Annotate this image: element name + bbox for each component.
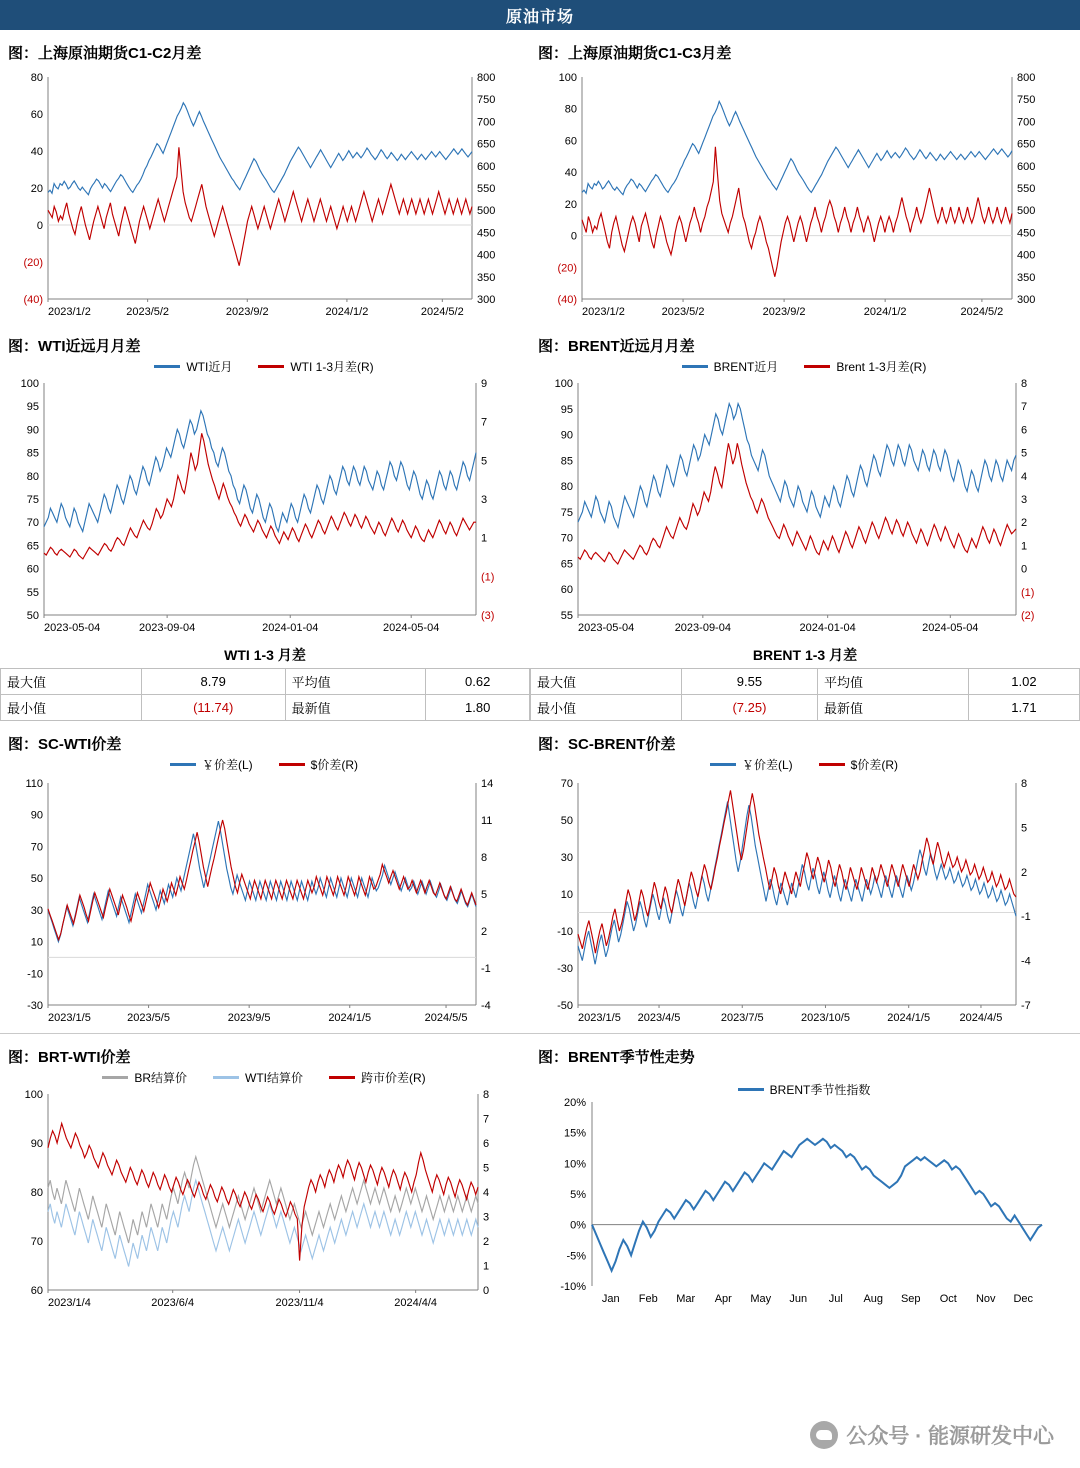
svg-text:65: 65 (560, 558, 573, 571)
svg-text:2: 2 (1021, 517, 1028, 530)
svg-text:20: 20 (30, 183, 43, 195)
svg-text:60: 60 (30, 109, 43, 121)
svg-text:30: 30 (30, 904, 43, 917)
wechat-icon (810, 1421, 838, 1449)
stats-value: 1.71 (968, 695, 1079, 721)
svg-text:350: 350 (477, 271, 496, 284)
table-row (1, 669, 530, 695)
table-row (531, 669, 1080, 695)
svg-text:2024/1/2: 2024/1/2 (325, 306, 369, 318)
svg-text:2024-01-04: 2024-01-04 (262, 622, 319, 634)
svg-text:550: 550 (477, 183, 496, 195)
svg-text:110: 110 (25, 778, 43, 790)
svg-text:100: 100 (24, 1089, 43, 1101)
svg-text:50: 50 (30, 873, 43, 886)
banner-title: 原油市场 (505, 8, 574, 26)
svg-text:650: 650 (477, 138, 496, 151)
stats-label: 最小值 (1, 695, 142, 721)
svg-text:2023-09-04: 2023-09-04 (674, 622, 731, 634)
svg-text:2023/1/2: 2023/1/2 (582, 306, 625, 318)
svg-text:Jul: Jul (828, 1293, 843, 1305)
svg-text:2023/9/5: 2023/9/5 (227, 1012, 271, 1024)
svg-text:-10%: -10% (560, 1281, 586, 1293)
svg-text:600: 600 (1017, 160, 1036, 173)
legend-swatch (170, 763, 196, 766)
svg-text:0: 0 (1021, 563, 1028, 576)
chart-brent-seasonal (536, 1094, 1072, 1312)
svg-text:8: 8 (481, 852, 488, 864)
svg-text:70: 70 (26, 517, 39, 530)
chart-sc-c1c2-svg (6, 65, 516, 323)
svg-text:70: 70 (30, 841, 43, 854)
chart-brent-spread-svg (536, 371, 1056, 639)
legend-swatch (154, 365, 180, 368)
panel-brent-seasonal (530, 1034, 1080, 1314)
watermark-text: 公众号 · 能源研发中心 (846, 1425, 1054, 1448)
svg-text:2024/1/5: 2024/1/5 (328, 1012, 372, 1024)
svg-text:2023-05-04: 2023-05-04 (44, 622, 101, 634)
table-row (1, 695, 530, 721)
chart-title-brent-spread: 图：BRENT近远月月差 (538, 338, 695, 355)
chart-title-sc-c1c3: 图：上海原油期货C1-C3月差 (538, 45, 732, 62)
svg-text:300: 300 (1017, 294, 1036, 306)
svg-text:May: May (750, 1293, 772, 1305)
legend-swatch (213, 1076, 239, 1079)
svg-text:(2): (2) (1021, 610, 1035, 622)
svg-text:800: 800 (477, 72, 496, 84)
svg-text:-50: -50 (557, 1000, 573, 1012)
svg-text:0: 0 (483, 1285, 490, 1297)
svg-text:14: 14 (481, 778, 494, 790)
svg-text:5: 5 (483, 1162, 490, 1175)
svg-text:700: 700 (1017, 116, 1036, 129)
svg-text:-4: -4 (1021, 955, 1031, 968)
chart-wti-spread-svg (6, 371, 516, 639)
legend-label: $价差(R) (310, 758, 358, 772)
chart-sc-c1c3-svg (536, 65, 1056, 323)
svg-text:3: 3 (481, 494, 488, 506)
svg-text:-5%: -5% (566, 1250, 586, 1263)
stats-label: 最大值 (531, 669, 682, 695)
svg-text:2024-05-04: 2024-05-04 (922, 622, 979, 634)
svg-text:2024/5/5: 2024/5/5 (424, 1012, 468, 1024)
svg-text:2023/1/4: 2023/1/4 (48, 1297, 91, 1309)
svg-text:7: 7 (481, 416, 488, 429)
svg-text:700: 700 (477, 116, 496, 129)
chart-sc-c1c2 (6, 65, 522, 323)
chart-brt-wti-svg (6, 1082, 516, 1314)
svg-text:60: 60 (560, 584, 573, 597)
svg-text:Mar: Mar (676, 1293, 696, 1305)
row-brt-seasonal (0, 1034, 1080, 1314)
svg-text:650: 650 (1017, 138, 1036, 151)
panel-sc-c1c2 (0, 30, 530, 323)
legend-label: $价差(R) (850, 758, 898, 772)
svg-text:500: 500 (477, 205, 496, 218)
svg-text:75: 75 (560, 506, 573, 519)
svg-text:-4: -4 (481, 1000, 491, 1012)
svg-text:Apr: Apr (714, 1293, 732, 1305)
svg-text:20%: 20% (563, 1097, 586, 1109)
svg-text:Dec: Dec (1013, 1293, 1034, 1305)
svg-text:7: 7 (1021, 401, 1028, 414)
svg-text:7: 7 (483, 1113, 490, 1126)
legend-label: Brent 1-3月差(R) (836, 360, 927, 374)
legend-swatch (710, 763, 736, 766)
svg-text:8: 8 (1021, 378, 1028, 390)
svg-text:1: 1 (1021, 540, 1028, 553)
svg-text:20: 20 (564, 198, 577, 211)
svg-text:2023/1/2: 2023/1/2 (48, 306, 91, 318)
legend-label: BRENT近月 (713, 360, 779, 374)
svg-text:2: 2 (483, 1236, 490, 1248)
svg-text:9: 9 (481, 378, 488, 390)
legend-label: BRENT季节性指数 (769, 1083, 871, 1097)
svg-text:55: 55 (560, 610, 573, 622)
svg-text:Jan: Jan (601, 1293, 620, 1305)
panel-sc-wti (0, 721, 530, 1029)
svg-text:95: 95 (560, 403, 573, 416)
svg-text:85: 85 (26, 447, 39, 460)
chart-title-wti-spread: 图：WTI近远月月差 (8, 338, 141, 355)
svg-text:-7: -7 (1021, 1000, 1031, 1012)
svg-text:1: 1 (483, 1260, 490, 1273)
svg-text:5: 5 (1021, 822, 1028, 835)
svg-text:2023/5/2: 2023/5/2 (661, 306, 705, 318)
chart-brent-spread (536, 371, 1072, 639)
chart-sc-wti (6, 769, 522, 1029)
svg-text:40: 40 (30, 146, 43, 158)
svg-text:11: 11 (481, 815, 493, 827)
row-stats (0, 641, 1080, 721)
watermark (810, 1420, 1054, 1450)
svg-text:100: 100 (558, 72, 577, 84)
svg-text:(3): (3) (481, 610, 495, 622)
svg-text:80: 80 (26, 470, 39, 483)
svg-text:600: 600 (477, 160, 496, 173)
svg-text:2024/5/2: 2024/5/2 (420, 306, 464, 318)
svg-text:30: 30 (560, 852, 573, 864)
svg-text:-30: -30 (27, 1000, 43, 1012)
svg-text:2023/5/2: 2023/5/2 (126, 306, 170, 318)
svg-text:100: 100 (20, 378, 39, 390)
svg-text:(1): (1) (481, 571, 495, 584)
legend-swatch (258, 365, 284, 368)
svg-text:2024-01-04: 2024-01-04 (799, 622, 856, 634)
svg-text:Jun: Jun (789, 1293, 808, 1305)
svg-text:40: 40 (564, 167, 577, 180)
svg-text:2023/4/5: 2023/4/5 (637, 1012, 681, 1024)
svg-text:450: 450 (477, 227, 496, 240)
chart-wti-spread (6, 371, 522, 639)
svg-text:8: 8 (1021, 778, 1028, 790)
page-banner (0, 0, 1080, 30)
svg-text:2024/1/2: 2024/1/2 (863, 306, 907, 318)
svg-text:2: 2 (481, 926, 488, 938)
legend-swatch (329, 1076, 355, 1079)
legend-label: 跨市价差(R) (361, 1071, 426, 1085)
svg-text:10: 10 (560, 889, 573, 901)
svg-text:2023/9/2: 2023/9/2 (762, 306, 806, 318)
legend-swatch (279, 763, 305, 766)
svg-text:400: 400 (477, 249, 496, 262)
svg-text:800: 800 (1017, 72, 1036, 84)
svg-text:2024/4/4: 2024/4/4 (394, 1297, 438, 1309)
svg-text:70: 70 (30, 1236, 43, 1248)
svg-text:10: 10 (30, 936, 43, 949)
svg-text:65: 65 (26, 540, 39, 553)
svg-text:-1: -1 (481, 963, 491, 975)
legend-swatch (819, 763, 845, 766)
stats-label: 最新值 (285, 695, 426, 721)
svg-text:(40): (40) (557, 294, 577, 306)
svg-text:15%: 15% (563, 1127, 586, 1140)
svg-text:2023/5/5: 2023/5/5 (127, 1012, 170, 1024)
svg-text:80: 80 (560, 481, 573, 494)
svg-text:10%: 10% (563, 1158, 586, 1171)
legend-swatch (682, 365, 708, 368)
panel-wti-spread (0, 323, 530, 639)
stats-title-brent: BRENT 1-3 月差 (752, 647, 858, 663)
svg-text:8: 8 (483, 1089, 490, 1101)
stats-label: 最新值 (818, 695, 969, 721)
svg-text:85: 85 (560, 455, 573, 468)
chart-brt-wti (6, 1082, 522, 1314)
svg-text:60: 60 (564, 135, 577, 148)
svg-text:2023/10/5: 2023/10/5 (801, 1012, 850, 1024)
stats-table-brent (530, 668, 1080, 721)
row-wti-brent-spreads (0, 323, 1080, 639)
chart-brent-seasonal-svg (536, 1094, 1056, 1312)
table-row (531, 695, 1080, 721)
chart-sc-brent-svg (536, 769, 1056, 1029)
svg-text:2023/11/4: 2023/11/4 (275, 1297, 324, 1309)
svg-text:Oct: Oct (939, 1293, 957, 1305)
svg-text:60: 60 (26, 563, 39, 576)
svg-text:2024/5/2: 2024/5/2 (960, 306, 1004, 318)
svg-text:4: 4 (483, 1187, 490, 1199)
chart-title-brt-wti: 图：BRT-WTI价差 (8, 1049, 131, 1066)
svg-text:4: 4 (1021, 470, 1028, 483)
svg-text:100: 100 (554, 378, 573, 390)
svg-text:80: 80 (30, 1187, 43, 1199)
stats-label: 最大值 (1, 669, 142, 695)
svg-text:Nov: Nov (975, 1293, 996, 1305)
legend-swatch (102, 1076, 128, 1079)
svg-text:(1): (1) (1021, 586, 1035, 599)
legend-swatch (804, 365, 830, 368)
legend-label: ￥价差(L) (201, 758, 253, 772)
panel-sc-c1c3 (530, 30, 1080, 323)
panel-brent-spread (530, 323, 1080, 639)
svg-text:2024-05-04: 2024-05-04 (383, 622, 440, 634)
svg-text:90: 90 (26, 424, 39, 437)
chart-title-sc-wti: 图：SC-WTI价差 (8, 736, 122, 753)
stats-label: 最小值 (531, 695, 682, 721)
svg-text:50: 50 (26, 610, 39, 622)
svg-text:3: 3 (483, 1211, 490, 1224)
legend-label: WTI 1-3月差(R) (290, 360, 374, 374)
svg-text:6: 6 (483, 1138, 490, 1150)
stats-value: 1.02 (968, 669, 1079, 695)
chart-sc-c1c3 (536, 65, 1072, 323)
stats-brent (530, 641, 1080, 721)
chart-sc-brent (536, 769, 1072, 1029)
stats-value: 0.62 (426, 669, 530, 695)
svg-text:-30: -30 (557, 963, 573, 975)
svg-text:2023-09-04: 2023-09-04 (138, 622, 196, 634)
svg-text:-1: -1 (1021, 911, 1031, 924)
svg-text:55: 55 (26, 586, 39, 599)
svg-text:70: 70 (560, 532, 573, 545)
svg-text:75: 75 (26, 494, 39, 506)
svg-text:90: 90 (560, 429, 573, 442)
svg-text:80: 80 (564, 103, 577, 116)
svg-text:2023-05-04: 2023-05-04 (578, 622, 635, 634)
svg-text:5: 5 (481, 455, 488, 468)
chart-title-sc-c1c2: 图：上海原油期货C1-C2月差 (8, 45, 202, 62)
legend-label: ￥价差(L) (741, 758, 793, 772)
stats-label: 平均值 (818, 669, 969, 695)
svg-text:2: 2 (1021, 866, 1028, 879)
svg-text:6: 6 (1021, 424, 1028, 437)
svg-text:(20): (20) (23, 257, 43, 269)
svg-text:2023/6/4: 2023/6/4 (151, 1297, 195, 1309)
svg-text:350: 350 (1017, 271, 1036, 284)
legend-label: BR结算价 (134, 1071, 187, 1085)
svg-text:5: 5 (481, 889, 488, 901)
svg-text:(20): (20) (557, 262, 577, 275)
chart-sc-wti-svg (6, 769, 516, 1029)
svg-text:550: 550 (1017, 183, 1036, 195)
svg-text:300: 300 (477, 294, 496, 306)
stats-table-wti (0, 668, 530, 721)
svg-text:Aug: Aug (863, 1293, 884, 1305)
stats-value: (7.25) (681, 695, 817, 721)
svg-text:70: 70 (560, 778, 573, 790)
svg-text:400: 400 (1017, 249, 1036, 262)
legend-label: WTI近月 (186, 360, 233, 374)
svg-text:2023/9/2: 2023/9/2 (225, 306, 269, 318)
panel-brt-wti (0, 1034, 530, 1314)
svg-text:60: 60 (30, 1285, 43, 1297)
svg-text:80: 80 (30, 72, 43, 84)
svg-text:5%: 5% (570, 1189, 586, 1201)
row-sc-spreads (0, 30, 1080, 323)
stats-title-wti: WTI 1-3 月差 (224, 647, 306, 663)
svg-text:95: 95 (26, 401, 39, 414)
svg-text:0: 0 (36, 220, 43, 232)
stats-wti (0, 641, 530, 721)
svg-text:2023/7/5: 2023/7/5 (720, 1012, 764, 1024)
chart-title-sc-brent: 图：SC-BRENT价差 (538, 736, 676, 753)
svg-text:50: 50 (560, 815, 573, 827)
svg-text:0%: 0% (570, 1219, 586, 1232)
svg-text:1: 1 (481, 532, 488, 545)
stats-value: 1.80 (426, 695, 530, 721)
svg-text:2023/1/5: 2023/1/5 (48, 1012, 91, 1024)
panel-sc-brent (530, 721, 1080, 1029)
stats-label: 平均值 (285, 669, 426, 695)
svg-text:2024/4/5: 2024/4/5 (959, 1012, 1003, 1024)
svg-text:450: 450 (1017, 227, 1036, 240)
svg-text:Feb: Feb (638, 1293, 658, 1305)
stats-value: 8.79 (141, 669, 285, 695)
stats-value: 9.55 (681, 669, 817, 695)
svg-text:90: 90 (30, 809, 43, 822)
chart-title-brent-seasonal: 图：BRENT季节性走势 (538, 1049, 695, 1066)
svg-text:0: 0 (570, 230, 577, 243)
svg-text:750: 750 (477, 94, 496, 107)
legend-swatch (738, 1088, 764, 1091)
svg-text:90: 90 (30, 1138, 43, 1150)
stats-value: (11.74) (141, 695, 285, 721)
svg-text:Sep: Sep (900, 1293, 921, 1305)
svg-text:500: 500 (1017, 205, 1036, 218)
svg-text:5: 5 (1021, 447, 1028, 460)
svg-text:(40): (40) (23, 294, 43, 306)
svg-text:2024/1/5: 2024/1/5 (887, 1012, 931, 1024)
row-sc-price-spreads (0, 721, 1080, 1029)
svg-text:750: 750 (1017, 94, 1036, 107)
legend-label: WTI结算价 (245, 1071, 303, 1085)
svg-text:-10: -10 (27, 968, 43, 981)
svg-text:3: 3 (1021, 494, 1028, 506)
svg-text:2023/1/5: 2023/1/5 (578, 1012, 621, 1024)
svg-text:-10: -10 (557, 926, 573, 938)
